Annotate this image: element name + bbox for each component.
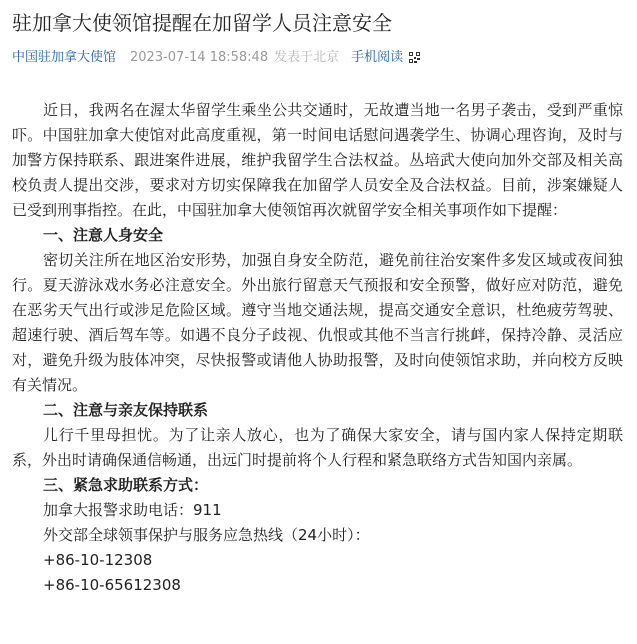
- intro-paragraph: 近日，我两名在渥太华留学生乘坐公共交通时，无故遭当地一名男子袭击，受到严重惊吓。中国驻加拿大使馆对此高度重视，第一时间电话慰问遇袭学生、协调心理咨询，及时与加警方保持联系、跟进案件进展，维护我留学生合法权益。丛培武大使向加外交部及相关高校负责人提出交涉，要求对方切实保障我在加留学人员安全及合法权益。目前，涉案嫌疑人已受到刑事指控。在此，中国驻加拿大使领馆再次就留学安全相关事项作如下提醒：: [12, 101, 623, 219]
- section-heading-safety: 一、注意人身安全: [43, 226, 164, 244]
- hotline-label: 外交部全球领事保护与服务应急热线（24小时）：: [43, 526, 370, 544]
- article-meta: [12, 48, 623, 68]
- section-body-contact-family: 儿行千里母担忧。为了让亲人放心，也为了确保大家安全，请与国内家人保持定期联系，外出时请确保通信畅通，出远门时提前将个人行程和紧急联络方式告知国内亲属。: [12, 426, 623, 469]
- mobile-read-link[interactable]: 手机阅读: [351, 50, 404, 65]
- article-body: [12, 98, 623, 598]
- source-link[interactable]: 中国驻加拿大使馆: [12, 50, 117, 65]
- publish-location: 发表于北京: [274, 50, 340, 65]
- section-body-safety: 密切关注所在地区治安形势，加强自身安全防范，避免前往治安案件多发区域或夜间独行。夏天游泳戏水务必注意安全。外出旅行留意天气预报和安全预警，做好应对防范，避免在恶劣天气出行或涉足危险区域。遵守当地交通法规，提高交通安全意识，杜绝疲劳驾驶、超速行驶、酒后驾车等。如遇不良分子歧视、仇恨或其他不当言行挑衅，保持冷静、灵活应对，避免升级为肢体冲突，尽快报警或请他人协助报警，及时向使领馆求助，并向校方反映有关情况。: [12, 251, 623, 394]
- publish-date: 2023-07-14 18:58:48: [130, 50, 269, 65]
- hotline-phone-2: +86-10-65612308: [43, 576, 181, 594]
- article-title: 驻加拿大使领馆提醒在加留学人员注意安全: [12, 11, 392, 35]
- police-phone-line: 加拿大报警求助电话：911: [43, 501, 222, 519]
- qr-code-icon[interactable]: [409, 52, 420, 63]
- section-heading-emergency: 三、紧急求助联系方式：: [43, 476, 209, 494]
- section-heading-contact-family: 二、注意与亲友保持联系: [43, 401, 209, 419]
- hotline-phone-1: +86-10-12308: [43, 551, 153, 569]
